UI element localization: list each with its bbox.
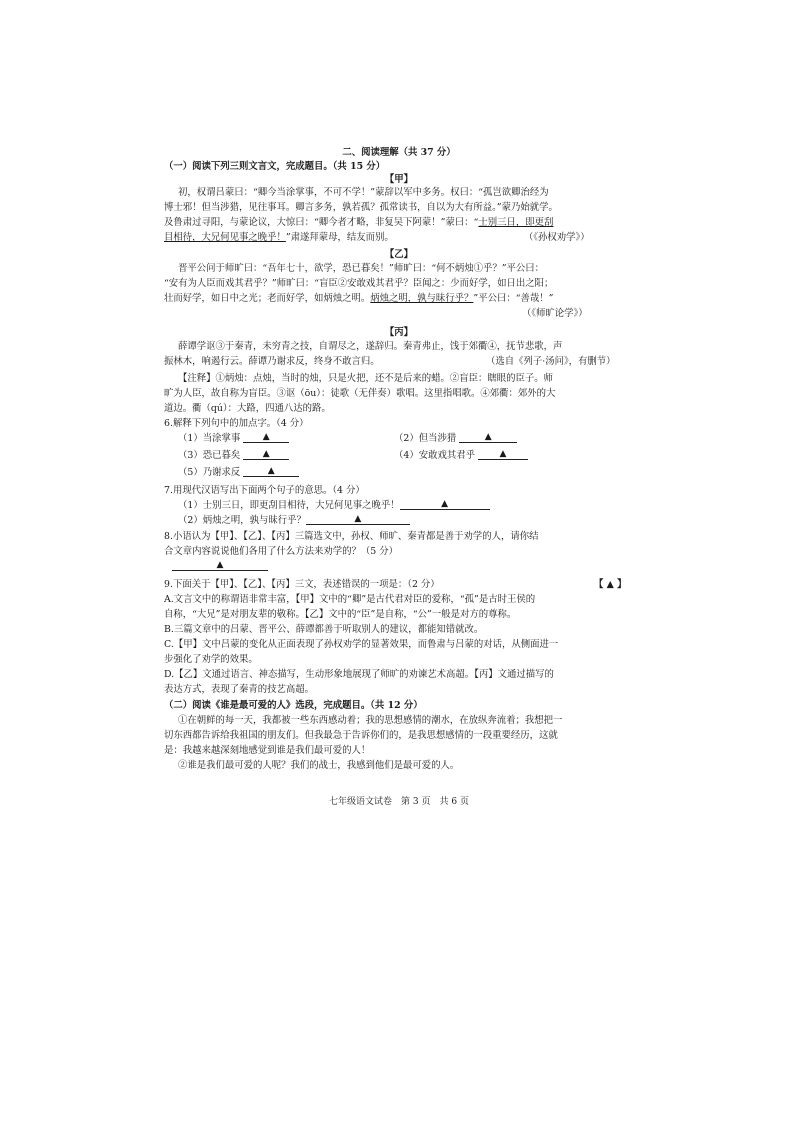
passage-bing-line-2: 振林木，响遏行云。薛谭乃谢求反，终身不敢言归。 (164, 356, 380, 367)
q6-item-1: （1）当涂掌事 ▲ (178, 432, 289, 445)
q9-stem: 9.下面关于【甲】、【乙】、【丙】三文，表述错误的一项是：（2 分） (164, 579, 440, 590)
q9-option-a-line-1: A.文言文中的称谓语非常丰富，【甲】文中的“卿”是古代君对臣的爱称，“孤”是古时王侯的 (164, 594, 536, 605)
passage-yi-title: 【乙】 (384, 249, 414, 260)
q6-stem: 6.解释下列句中的加点字。（4 分） (164, 418, 309, 429)
passage-bing-source: （选自《列子·汤问》，有删节） (486, 356, 616, 367)
answer-blank[interactable] (459, 432, 517, 443)
q6-item-3: （3）恐已暮矣 ▲ (178, 449, 289, 462)
answer-blank[interactable] (172, 560, 268, 571)
page-footer: 七年级语文试卷 第 3 页 共 6 页 (329, 797, 469, 807)
passage-jia-line-1: 初，权谓吕蒙曰：“卿今当涂掌事，不可不学！”蒙辞以军中多务。权曰：“孤岂欲卿治经为 (178, 187, 549, 198)
notes-line-3: 道边。衢（qú）：大路，四通八达的路。 (164, 403, 331, 414)
passage-bing-line-1: 薛谭学讴③于秦青，未穷青之技，自谓尽之，遂辞归。秦青弗止，饯于郊衢④，抚节悲歌，声 (178, 341, 563, 352)
q8-line-1: 8.小语认为【甲】、【乙】、【丙】三篇选文中，孙权、师旷、秦青都是善于劝学的人，请你结 (164, 531, 539, 542)
part1-heading: （一）阅读下列三则文言文，完成题目。（共 15 分） (164, 161, 386, 172)
passage-jia-source: （《孙权劝学》） (524, 232, 590, 243)
answer-triangle-icon: ▲ (267, 466, 275, 476)
notes-line-2: 旷为人臣，故自称为盲臣。③讴（ōu）：徒歌（无伴奏）歌唱。这里指唱歌。④郊衢：郊外的大 (164, 388, 556, 399)
q7-stem: 7.用现代汉语写出下面两个句子的意思。（4 分） (164, 485, 365, 496)
passage-bing-title: 【丙】 (384, 327, 414, 338)
notes-line-1: 【注释】①炳烛：点烛，当时的烛，只是火把，还不是后来的蜡。②盲臣：瞎眼的臣子。师 (178, 373, 554, 384)
q9-option-a-line-2: 自称，“大兄”是对朋友辈的敬称。【乙】文中的“臣”是自称，“公”一般是对方的尊称。 (164, 609, 517, 620)
passage-yi-source: （《师旷论学》） (522, 308, 588, 319)
part2-para-1-line-1: ①在朝鲜的每一天，我都被一些东西感动着；我的思想感情的潮水，在放纵奔流着；我想把一 (178, 715, 563, 726)
part2-para-1-line-3: 是：我越来越深刻地感觉到谁是我们最可爱的人！ (164, 745, 371, 756)
part2-para-2-line-1: ②谁是我们最可爱的人呢？我们的战士，我感到他们是最可爱的人。 (178, 760, 460, 771)
underlined-sentence: 目相待，大兄何见事之晚乎！ (164, 232, 286, 243)
part2-heading: （二）阅读《谁是最可爱的人》选段，完成题目。（共 12 分） (164, 700, 423, 711)
passage-jia-line-2: 博士邪！但当涉猎，见往事耳。卿言多务，孰若孤？孤常读书，自以为大有所益。”蒙乃始就学。 (164, 202, 558, 213)
section-title: 二、阅读理解（共 37 分） (342, 147, 456, 158)
q7-item-1: （1）士别三日，即更刮目相待，大兄何见事之晚乎！ ▲ (178, 499, 490, 512)
underlined-sentence: 炳烛之明，孰与昧行乎？ (370, 293, 474, 304)
passage-jia-line-3: 及鲁肃过寻阳，与蒙论议，大惊曰：“卿今者才略，非复吴下阿蒙！”蒙曰：“士别三日，即更刮 (164, 217, 554, 228)
q9-option-b: B.三篇文章中的吕蒙、晋平公、薛谭都善于听取别人的建议，都能知错就改。 (164, 624, 484, 635)
answer-triangle-icon: ▲ (216, 560, 224, 570)
q7-item-2: （2）炳烛之明，孰与昧行乎？ ▲ (178, 514, 410, 527)
q8-line-2: 合文章内容说说他们各用了什么方法来劝学的？（5 分） (164, 546, 398, 557)
answer-triangle-icon: ▲ (441, 499, 449, 509)
answer-triangle-icon: ▲ (484, 432, 492, 442)
answer-blank[interactable] (306, 514, 410, 525)
passage-yi-line-1: 晋平公问于师旷曰：“吾年七十，欲学，恐已暮矣！”师旷曰：“何不炳烛①乎？”平公曰： (178, 263, 545, 274)
passage-jia-title: 【甲】 (384, 174, 414, 185)
passage-yi-line-3: 壮而好学，如日中之光；老而好学，如炳烛之明。炳烛之明，孰与昧行乎？”平公曰：“善哉！” (164, 293, 554, 304)
q9-option-d-line-1: D.【乙】文通过语言、神态描写，生动形象地展现了师旷的劝谏艺术高超。【丙】文通过描写的 (164, 669, 554, 680)
q9-option-c-line-1: C.【甲】文中吕蒙的变化从正面表现了孙权劝学的显著效果，而鲁肃与吕蒙的对话，从侧面进一 (164, 639, 559, 650)
passage-jia-line-4: 目相待，大兄何见事之晚乎！”肃遂拜蒙母，结友而别。 (164, 232, 394, 243)
q6-item-5: （5）乃谢求反 ▲ (178, 466, 299, 479)
answer-triangle-icon: ▲ (354, 514, 362, 524)
answer-triangle-icon: ▲ (499, 449, 507, 459)
q6-item-4: （4）安敢戏其君乎 ▲ (394, 449, 528, 462)
answer-blank[interactable] (243, 432, 289, 443)
q9-option-c-line-2: 步强化了劝学的效果。 (164, 654, 258, 665)
q8-answer (172, 560, 268, 573)
answer-triangle-icon: ▲ (262, 449, 270, 459)
answer-blank[interactable] (400, 499, 490, 510)
q9-option-d-line-2: 表达方式，表现了秦青的技艺高超。 (164, 684, 315, 695)
answer-blank[interactable] (478, 449, 528, 460)
exam-page (164, 140, 634, 820)
answer-triangle-icon: ▲ (262, 432, 270, 442)
part2-para-1-line-2: 切东西都告诉给我祖国的朋友们。但我最急于告诉你们的，是我思想感情的一段重要经历，这就 (164, 730, 558, 741)
answer-blank[interactable] (243, 449, 289, 460)
q6-item-2: （2）但当涉猎 ▲ (394, 432, 517, 445)
q9-answer-box[interactable]: 【 ▲ 】 (594, 579, 627, 590)
passage-yi-line-2: “安有为人臣而戏其君乎？”师旷曰：“盲臣②安敢戏其君乎？臣闻之：少而好学，如日出之阳； (164, 278, 554, 289)
underlined-sentence: 士别三日，即更刮 (478, 217, 554, 228)
answer-blank[interactable] (243, 466, 299, 477)
